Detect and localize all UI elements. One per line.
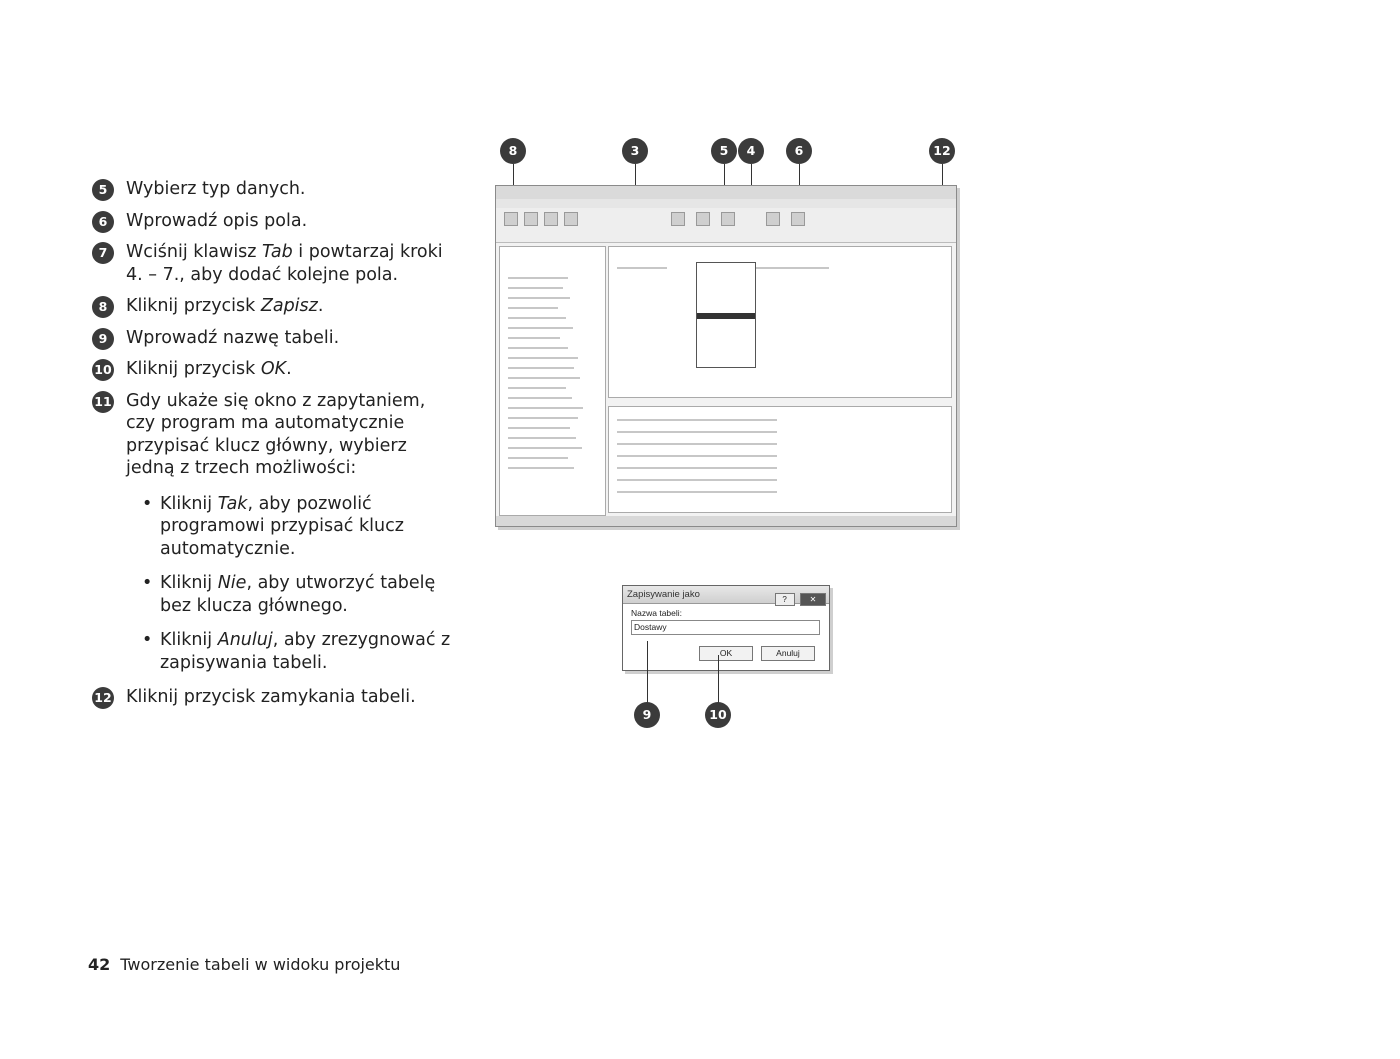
step-text: Wprowadź opis pola. xyxy=(126,210,308,231)
save-as-dialog xyxy=(622,585,830,671)
property-sheet-icon xyxy=(671,212,685,226)
callout-marker: 10 xyxy=(705,702,731,728)
nav-item xyxy=(508,457,568,459)
property-row xyxy=(617,419,777,421)
property-row xyxy=(617,467,777,469)
callout-marker: 4 xyxy=(738,138,764,164)
callout-marker: 8 xyxy=(500,138,526,164)
window-titlebar xyxy=(496,186,956,199)
callout-marker: 9 xyxy=(634,702,660,728)
nav-item xyxy=(508,347,568,349)
step-number-badge: 12 xyxy=(92,687,114,709)
table-name-input[interactable]: Dostawy xyxy=(631,620,820,635)
option-keyword: Anuluj xyxy=(217,630,273,650)
ribbon-tabs xyxy=(496,199,956,208)
property-row xyxy=(617,455,777,457)
callout-marker: 6 xyxy=(786,138,812,164)
dialog-title-buttons xyxy=(774,589,826,607)
help-button[interactable]: ? xyxy=(775,593,795,606)
property-row xyxy=(617,431,777,433)
cancel-button[interactable]: Anuluj xyxy=(761,646,815,661)
nav-item xyxy=(508,377,580,379)
option-cancel xyxy=(142,629,452,674)
step-11 xyxy=(92,390,452,675)
nav-item xyxy=(508,327,573,329)
step-text: Wybierz typ danych. xyxy=(126,179,306,199)
navigation-pane xyxy=(499,246,606,516)
nav-item xyxy=(508,357,578,359)
dependencies-icon xyxy=(791,212,805,226)
data-type-dropdown xyxy=(696,262,756,368)
step-text: Kliknij przycisk zamykania tabeli. xyxy=(126,687,416,707)
step-number-badge: 7 xyxy=(92,242,114,264)
callout-line xyxy=(647,641,648,703)
step-text: Wciśnij klawisz xyxy=(126,242,263,262)
step-keyword: Tab xyxy=(262,242,293,262)
nav-item xyxy=(508,437,576,439)
nav-item xyxy=(508,367,574,369)
ribbon xyxy=(496,208,956,243)
builder-icon xyxy=(544,212,558,226)
page-number: 42 xyxy=(88,955,111,974)
step-10 xyxy=(92,358,452,381)
view-icon xyxy=(504,212,518,226)
page-footer xyxy=(88,955,400,974)
chapter-title: Tworzenie tabeli w widoku projektu xyxy=(120,955,401,974)
step-8 xyxy=(92,295,452,318)
option-text: Kliknij xyxy=(160,493,218,514)
table-name-label: Nazwa tabeli: xyxy=(631,608,683,618)
option-yes xyxy=(142,493,452,561)
step-5 xyxy=(92,178,452,201)
ok-button[interactable]: OK xyxy=(699,646,753,661)
nav-item xyxy=(508,427,570,429)
nav-item xyxy=(508,397,572,399)
test-rules-icon xyxy=(564,212,578,226)
step-text: Kliknij przycisk xyxy=(126,359,261,379)
step-text: . xyxy=(317,296,324,316)
nav-item xyxy=(508,417,578,419)
step-number-badge: 5 xyxy=(92,179,114,201)
access-window-screenshot xyxy=(495,185,957,527)
step-text: i powtarzaj kroki 4. – 7., aby dodać kolejne pola. xyxy=(126,242,443,285)
nav-item xyxy=(508,297,570,299)
step-text: Gdy ukaże się okno z zapytaniem, czy program ma automatycznie przypisać klucz główny, wybierz jedną z trzech możliwości: xyxy=(126,390,426,478)
step-text: Wprowadź nazwę tabeli. xyxy=(126,327,340,348)
callout-line xyxy=(718,655,719,703)
field-properties-pane xyxy=(608,406,952,513)
step-number-badge: 8 xyxy=(92,296,114,318)
option-text: , aby zrezygnować z zapisywania tabeli. xyxy=(160,630,451,673)
option-keyword: Tak xyxy=(217,493,248,514)
nav-item xyxy=(508,287,563,289)
options-list xyxy=(142,493,452,675)
step-12 xyxy=(92,686,452,709)
step-keyword: Zapisz xyxy=(260,296,318,316)
step-number-badge: 11 xyxy=(92,391,114,413)
primary-key-icon xyxy=(524,212,538,226)
nav-item xyxy=(508,467,574,469)
close-button[interactable]: ✕ xyxy=(800,593,826,606)
dropdown-selected-item xyxy=(697,313,755,319)
property-row xyxy=(617,443,777,445)
step-text: Kliknij przycisk xyxy=(126,296,261,316)
indexes-icon xyxy=(696,212,710,226)
option-text: Kliknij xyxy=(160,630,218,650)
callout-marker: 12 xyxy=(929,138,955,164)
callout-marker: 3 xyxy=(622,138,648,164)
option-no xyxy=(142,572,452,617)
nav-item xyxy=(508,407,583,409)
nav-item xyxy=(508,317,566,319)
nav-item xyxy=(508,277,568,279)
description-cell xyxy=(749,267,829,269)
macros-icon xyxy=(721,212,735,226)
step-9 xyxy=(92,327,452,350)
option-text: , aby utworzyć tabelę bez klucza głównego. xyxy=(160,573,436,616)
instructions xyxy=(92,178,452,718)
step-number-badge: 9 xyxy=(92,328,114,350)
nav-item xyxy=(508,447,582,449)
property-row xyxy=(617,491,777,493)
option-text: Kliknij xyxy=(160,573,218,593)
dialog-title: Zapisywanie jako xyxy=(623,586,829,604)
step-text: . xyxy=(286,359,292,379)
table-design-grid xyxy=(608,246,952,398)
option-keyword: Nie xyxy=(217,573,247,593)
status-bar xyxy=(496,516,956,526)
step-7 xyxy=(92,241,452,286)
step-number-badge: 10 xyxy=(92,359,114,381)
field-name-cell xyxy=(617,267,667,269)
relationships-icon xyxy=(766,212,780,226)
option-text: , aby pozwolić programowi przypisać klucz automatycznie. xyxy=(160,493,404,559)
step-keyword: OK xyxy=(260,359,287,379)
callout-marker: 5 xyxy=(711,138,737,164)
nav-item xyxy=(508,337,560,339)
step-number-badge: 6 xyxy=(92,211,114,233)
property-row xyxy=(617,479,777,481)
nav-item xyxy=(508,387,566,389)
step-6 xyxy=(92,210,452,233)
nav-item xyxy=(508,307,558,309)
